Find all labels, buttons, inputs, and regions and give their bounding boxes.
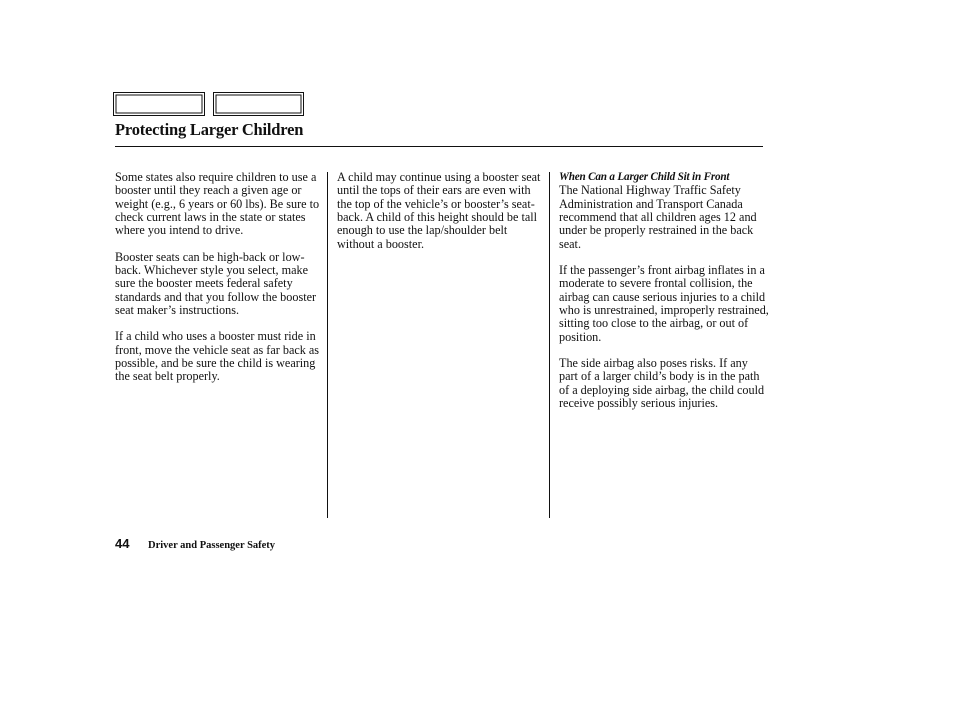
column-2 — [337, 171, 544, 264]
title-rule — [115, 146, 763, 147]
column-3-paragraph-1: The National Highway Traffic Safety Administration and Transport Canada recommend that all children ages 12 and under be properly restrained in the back seat. — [559, 183, 757, 251]
column-1-paragraph-2: Booster seats can be high-back or low-back. Whichever style you select, make sure the booster meets federal safety standards and that you follow the booster seat maker’s instructions. — [115, 249, 317, 318]
column-3-heading: When Can a Larger Child Sit in Front — [559, 171, 730, 183]
column-3 — [559, 171, 769, 424]
header-tab-box-2 — [213, 92, 304, 116]
page-number: 44 — [115, 536, 130, 551]
column-3-paragraph-3: The side airbag also poses risks. If any part of a larger child’s body is in the path of a deploying side airbag, the child could receive possibly serious injuries. — [559, 356, 765, 411]
column-2-paragraph-1: A child may continue using a booster seat until the tops of their ears are even with the top of the vehicle’s or booster’s seat-back. A child of this height should be tall enough to use the lap/shoulder belt without a booster. — [337, 170, 541, 251]
section-name: Driver and Passenger Safety — [148, 540, 276, 551]
column-divider-1 — [327, 172, 328, 518]
page-title: Protecting Larger Children — [115, 120, 304, 139]
column-1-paragraph-1: Some states also require children to use a booster until they reach a given age or weight (e.g., 6 years or 60 lbs). Be sure to check current laws in the state or states where you intend to drive. — [115, 170, 320, 238]
column-divider-2 — [549, 172, 550, 518]
column-1-paragraph-3: If a child who uses a booster must ride in front, move the vehicle seat as far back as possible, and be sure the child is wearing the seat belt properly. — [115, 329, 320, 384]
column-3-paragraph-2: If the passenger’s front airbag inflates in a moderate to severe frontal collision, the airbag can cause serious injuries to a child who is unrestrained, improperly restrained, sitting too close to the airbag, or out of position. — [559, 263, 769, 344]
column-1 — [115, 171, 327, 397]
header-tab-box-1 — [113, 92, 205, 116]
